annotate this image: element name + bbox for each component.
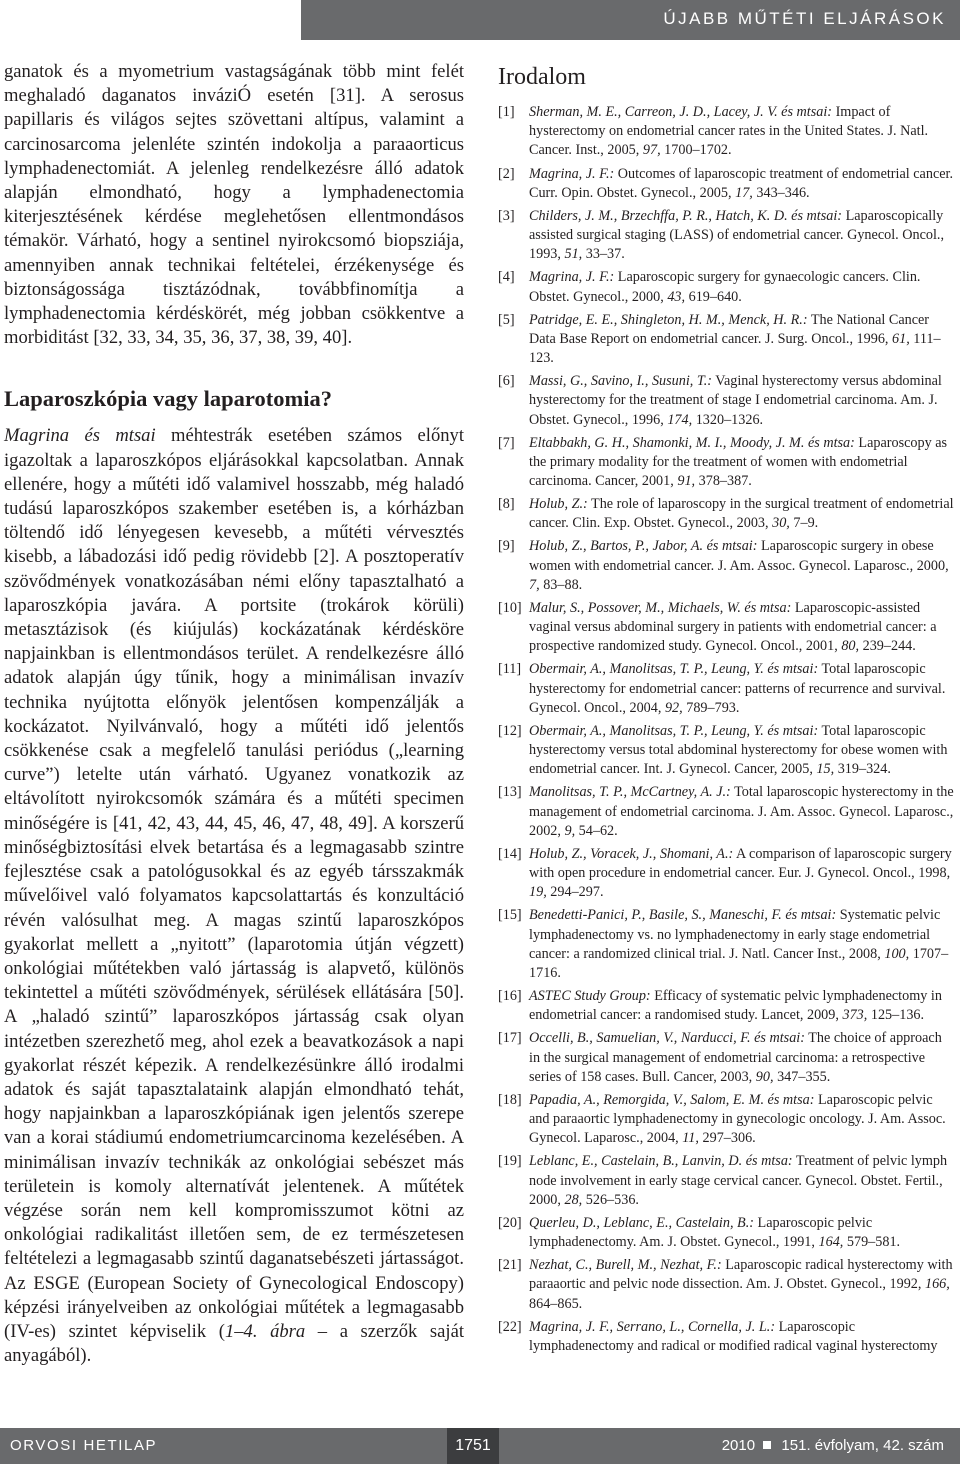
page-number: 1751	[447, 1428, 499, 1464]
reference-pages: 319–324.	[834, 761, 891, 778]
reference-authors: Holub, Z.:	[529, 496, 588, 513]
reference-volume: 174,	[667, 411, 693, 428]
reference-volume: 91,	[677, 473, 696, 489]
reference-volume: 9,	[564, 822, 576, 839]
reference-volume: 80,	[841, 638, 860, 655]
reference-item	[498, 495, 956, 533]
reference-authors: Obermair, A., Manolitsas, T. P., Leung, Y. és mtsai:	[529, 722, 819, 739]
reference-number: [22]	[498, 1318, 522, 1335]
reference-volume: 100,	[884, 945, 910, 962]
reference-pages: 526–536.	[582, 1191, 639, 1208]
reference-authors: Leblanc, E., Castelain, B., Lanvin, D. és mtsa:	[529, 1153, 793, 1170]
reference-text: Total laparoscopic hysterectomy versus total abdominal hysterectomy for obese women with endometrial cancer. Int. J. Gynecol. Cancer, 2005,	[529, 722, 948, 778]
reference-pages: 83–88.	[539, 576, 583, 593]
reference-item	[498, 906, 956, 983]
issue-info	[722, 1437, 944, 1454]
reference-volume: 11,	[682, 1130, 699, 1147]
body-text-end: – a szerzők saját anyagából).	[4, 1320, 464, 1367]
reference-text: Laparoscopic-assisted vaginal versus abdominal surgery in patients with endometrial cancer: a prospective randomized study. Gynecol. Oncol., 2001,	[529, 599, 937, 655]
reference-number: [5]	[498, 311, 515, 328]
reference-text: Laparoscopic lymphadenectomy and radical or modified radical vaginal hysterectomy	[529, 1318, 938, 1354]
reference-item	[498, 783, 956, 841]
reference-volume: 7,	[529, 576, 540, 593]
reference-item	[498, 434, 956, 492]
reference-number: [6]	[498, 373, 515, 390]
reference-authors: ASTEC Study Group:	[529, 988, 651, 1005]
reference-number: [18]	[498, 1091, 522, 1108]
reference-number: [10]	[498, 599, 522, 616]
reference-authors: Malur, S., Possover, M., Michaels, W. és mtsa:	[529, 599, 792, 616]
reference-text: Vaginal hysterectomy versus abdominal hysterectomy for the treatment of stage I endometrial carcinoma. Am. J. Obstet. Gynecol., 1996,	[529, 373, 942, 428]
reference-pages: 1707–1716.	[529, 945, 949, 981]
reference-volume: 51,	[564, 246, 583, 263]
body-text: méhtestrák esetében számos előnyt igazoltak a laparoszkópos eljárásokkal kapcsolatban. Annak ellenére, hogy a műtéti idő valamivel hosszabb, még haladó tudású laparoszkópos szakember esetében is, a kórházban töltendő idő lényegesen kevesebb, a műtéti vérvesztés kisebb, a lábadozási idő pedig rövidebb [2]. A posztoperatív szövődmények vonatkozásában némi előny tapasztalható a laparoszkópia javára. A portsite (trokárok körüli) metasztázisok (és kiújulás) kockázatának kérdésköre napjainkban is ellentmondásos terület. A rendelkezésre álló adatok alapján úgy tűnik, hogy a minimálisan invazív technika nyújtotta előnyök jelentősen kompenzálják a kockázatot. Nyilvánvaló, hogy a műtéti idő jelentős csökkenése csak a megfelelő tanulási periódus („learning curve”) letelte után várható. Ugyanez vonatkozik az eltávolított nyirokcsomók számára és a műtéti specimen minőségére is [41, 42, 43, 44, 45, 46, 47, 48, 49]. A korszerű minőségbiztosítási elvek betartása és a legmagasabb szintre fejlesztése csak a patológusokkal és az egyéb társszakmák művelőivel való folyamatos kapcsolattartás és konzultáció révén valósulhat meg. A magas szintű laparoszkópos gyakorlat mellett a „nyitott” (laparotomia útján végzett) onkológiai műtétekben való jártasság is alapvető, különös tekintettel a műtéti szövődmények, sérülések ellátására [50]. A „haladó szintű” laparoszkópos jártasság csak olyan intézetben szerezhető meg, ahol ezek a beavatkozások a napi gyakorlat részét képezik. A rendelkezésünkre álló irodalmi adatok és saját tapasztalataink alapján elmondható tehát, hogy napjainkban a laparoszkópiának igen jelentős szerepe van a korai stádiumú endometriumcarcinoma kezelésében. A minimálisan invazív technikák az onkológiai sebészet más területein is komoly alternatívát jelentenek. A műtétek végzése során nem kell kompromisszumot kötni az onkológiai radikalitást illetően sem, de ez természetesen feltételezi a legmagasabb szintű daganatsebészeti jártasságot. Az ESGE (European Society of Gynecological Endoscopy) képzési irányelveiben az onkológiai műtétek a legmagasabb (IV-es) szintet képviselik (	[4, 425, 464, 1342]
reference-authors: Benedetti-Panici, P., Basile, S., Maneschi, F. és mtsai:	[529, 907, 837, 924]
reference-text: Impact of hysterectomy on endometrial cancer rates in the United States. J. Natl. Cancer. Inst., 2005,	[529, 104, 929, 159]
reference-volume: 90,	[755, 1068, 774, 1085]
reference-text: The choice of approach in the surgical management of endometrial carcinoma: a retrospective series of 158 cases. Bull. Cancer, 2003,	[529, 1030, 942, 1085]
reference-pages: 378–387.	[695, 473, 752, 489]
reference-text: Systematic pelvic lymphadenectomy vs. no lymphadenectomy in early stage endometrial cancer: a randomized clinical trial. J. Natl. Cancer Inst., 2008,	[529, 907, 941, 962]
header-bar	[301, 0, 960, 40]
reference-text: Total laparoscopic hysterectomy in the management of endometrial carcinoma. J. Am. Assoc. Gynecol. Laparosc., 2002,	[529, 784, 954, 839]
volume-issue: 151. évfolyam, 42. szám	[781, 1437, 944, 1454]
reference-item	[498, 1256, 956, 1314]
reference-authors: Obermair, A., Manolitsas, T. P., Leung, Y. és mtsai:	[529, 661, 819, 678]
reference-pages: 33–37.	[582, 246, 625, 263]
reference-item	[498, 207, 956, 265]
reference-item	[498, 103, 956, 161]
reference-pages: 111–123.	[529, 330, 941, 366]
reference-number: [19]	[498, 1153, 522, 1170]
reference-item	[498, 845, 956, 903]
reference-number: [2]	[498, 165, 515, 182]
reference-pages: 343–346.	[752, 184, 810, 201]
reference-item	[498, 311, 956, 369]
reference-pages: 294–297.	[546, 884, 604, 901]
section-title: ÚJABB MŰTÉTI ELJÁRÁSOK	[663, 9, 946, 28]
section-heading: Laparoszkópia vagy laparotomia?	[4, 386, 332, 412]
reference-pages: 347–355.	[773, 1068, 831, 1085]
reference-pages: 239–244.	[859, 638, 916, 655]
reference-pages: 619–640.	[685, 288, 742, 305]
reference-item	[498, 987, 956, 1025]
reference-pages: 125–136.	[867, 1007, 925, 1024]
reference-text: Laparoscopic pelvic lymphadenectomy. Am. J. Obstet. Gynecol., 1991,	[529, 1214, 873, 1251]
square-bullet-icon	[763, 1441, 771, 1449]
reference-volume: 19,	[529, 884, 547, 901]
reference-number: [3]	[498, 207, 515, 224]
reference-item	[498, 722, 956, 780]
reference-number: [12]	[498, 722, 522, 739]
reference-text: Laparoscopic surgery for gynaecologic cancers. Clin. Obstet. Gynecol., 2000,	[529, 269, 921, 305]
reference-number: [1]	[498, 104, 515, 120]
reference-number: [11]	[498, 661, 522, 678]
reference-pages: 1320–1326.	[692, 411, 764, 428]
main-text-column	[4, 60, 464, 1368]
reference-authors: Holub, Z., Bartos, P., Jabor, A. és mtsai:	[529, 538, 758, 555]
figure-ref: 1–4. ábra	[224, 1320, 306, 1342]
reference-authors: Patridge, E. E., Shingleton, H. M., Menck, H. R.:	[529, 311, 808, 328]
reference-item	[498, 1214, 956, 1252]
reference-text: A comparison of laparoscopic surgery with open procedure in endometrial cancer. Eur. J. Gynecol. Oncol., 1998,	[529, 845, 952, 882]
reference-authors: Childers, J. M., Brzechffa, P. R., Hatch, K. D. és mtsai:	[529, 207, 843, 224]
reference-volume: 61,	[892, 330, 910, 347]
reference-volume: 92,	[664, 699, 683, 716]
reference-text: Outcomes of laparoscopic treatment of endometrial cancer. Curr. Opin. Obstet. Gynecol., 2005,	[529, 165, 954, 201]
reference-text: Laparoscopically assisted surgical staging (LASS) of endometrial cancer. Gynecol. Oncol., 1993,	[529, 207, 945, 263]
body-paragraph-2	[4, 424, 464, 1368]
reference-number: [16]	[498, 988, 522, 1005]
reference-number: [14]	[498, 845, 522, 862]
reference-number: [4]	[498, 269, 515, 286]
reference-pages: 54–62.	[575, 822, 618, 839]
reference-volume: 43,	[667, 288, 686, 305]
reference-pages: 7–9.	[789, 515, 819, 532]
reference-item	[498, 268, 956, 306]
reference-authors: Massi, G., Savino, I., Susuni, T.:	[529, 373, 712, 390]
reference-number: [13]	[498, 784, 522, 801]
reference-number: [21]	[498, 1257, 522, 1274]
reference-text: The role of laparoscopy in the surgical treatment of endometrial cancer. Clin. Exp. Obstet. Gynecol., 2003,	[529, 496, 954, 532]
reference-number: [8]	[498, 496, 515, 513]
reference-text: Laparoscopic radical hysterectomy with paraaortic and pelvic node dissection. Am. J. Obstet. Gynecol., 1992,	[529, 1257, 953, 1293]
footer-bar	[0, 1428, 960, 1464]
reference-item	[498, 660, 956, 718]
reference-pages: 789–793.	[682, 699, 740, 716]
reference-number: [20]	[498, 1214, 522, 1231]
reference-pages: 297–306.	[698, 1130, 756, 1147]
reference-volume: 164,	[818, 1234, 844, 1251]
reference-volume: 28,	[564, 1191, 583, 1208]
reference-list	[498, 103, 956, 1356]
reference-number: [9]	[498, 538, 515, 555]
reference-volume: 97,	[642, 142, 661, 159]
reference-text: Laparoscopy as the primary modality for the treatment of women with endometrial carcinoma. Cancer, 2001,	[529, 434, 948, 489]
reference-authors: Querleu, D., Leblanc, E., Castelain, B.:	[529, 1214, 754, 1231]
reference-volume: 17,	[735, 184, 753, 201]
year: 2010	[721, 1437, 756, 1454]
reference-item	[498, 1091, 956, 1149]
reference-authors: Occelli, B., Samuelian, V., Narducci, F. és mtsai:	[529, 1030, 805, 1047]
reference-authors: Eltabbakh, G. H., Shamonki, M. I., Moody, J. M. és mtsa:	[529, 434, 855, 451]
reference-number: [7]	[498, 434, 515, 451]
reference-item	[498, 1152, 956, 1210]
reference-volume: 373,	[842, 1007, 868, 1024]
reference-item	[498, 1318, 956, 1356]
reference-item	[498, 599, 956, 657]
author-ref-italic: Magrina és mtsai	[4, 425, 156, 447]
references-column	[498, 62, 956, 1360]
reference-authors: Magrina, J. F.:	[529, 165, 615, 182]
reference-volume: 15,	[816, 761, 835, 778]
reference-authors: Manolitsas, T. P., McCartney, A. J.:	[529, 784, 731, 801]
reference-pages: 579–581.	[843, 1234, 901, 1251]
reference-text: Efficacy of systematic pelvic lymphadenectomy in endometrial cancer: a randomised study. Lancet, 2009,	[529, 988, 942, 1024]
reference-text: The National Cancer Data Base Report on endometrial cancer. J. Surg. Oncol., 1996,	[529, 311, 930, 347]
reference-authors: Magrina, J. F.:	[529, 269, 615, 286]
reference-number: [15]	[498, 907, 522, 924]
reference-text: Laparoscopic surgery in obese women with endometrial cancer. J. Am. Assoc. Gynecol. Laparosc., 2000,	[529, 538, 949, 574]
reference-authors: Nezhat, C., Burell, M., Nezhat, F.:	[529, 1257, 722, 1274]
reference-item	[498, 372, 956, 430]
reference-pages: 864–865.	[529, 1295, 583, 1312]
references-heading: Irodalom	[498, 64, 586, 90]
reference-volume: 166,	[924, 1276, 950, 1293]
reference-volume: 30,	[772, 515, 790, 532]
reference-text: Treatment of pelvic lymph node involvement in early stage cervical cancer. Gynecol. Obstet. Fertil., 2000,	[529, 1153, 948, 1208]
reference-authors: Sherman, M. E., Carreon, J. D., Lacey, J. V. és mtsai:	[529, 104, 833, 120]
reference-pages: 1700–1702.	[660, 142, 732, 159]
body-paragraph-1: ganatok és a myometrium vastagságának több mint felét meghaladó daganatos inváziÓ esetén [31]. A serosus papillaris és világos sejtes szövettani altípus, valamint a carcinosarcoma jelenléte szintén indokolja a paraaorticus lymphadenectomiát. A jelenleg rendelkezésre álló adatok alapján elmondható, hogy a lymphadenectomia kiterjesztésének kérdése meglehetősen ellentmondásos témakör. Várható, hogy a sentinel nyirokcsomó biopsziája, amennyiben annak technikai feltételei, érzékenysége és biztonságossága tisztázódnak, továbbfinomítja a lymphadenectomia kérdéskörét, még jobban csökkentve a morbiditást [32, 33, 34, 35, 36, 37, 38, 39, 40].	[4, 61, 464, 349]
reference-authors: Magrina, J. F., Serrano, L., Cornella, J. L.:	[529, 1318, 776, 1335]
reference-item	[498, 1029, 956, 1087]
reference-item	[498, 537, 956, 595]
reference-authors: Holub, Z., Voracek, J., Shomani, A.:	[529, 845, 734, 862]
reference-text: Laparoscopic pelvic and paraaortic lymphadenectomy in gynecologic oncology. J. Am. Assoc. Gynecol. Laparosc., 2004,	[529, 1091, 946, 1147]
reference-authors: Papadia, A., Remorgida, V., Salom, E. M. és mtsa:	[529, 1091, 815, 1108]
reference-text: Total laparoscopic hysterectomy for endometrial cancer: patterns of recurrence and survival. Gynecol. Oncol., 2004,	[529, 661, 946, 716]
reference-number: [17]	[498, 1030, 522, 1047]
reference-item	[498, 165, 956, 203]
journal-name: ORVOSI HETILAP	[10, 1437, 158, 1454]
